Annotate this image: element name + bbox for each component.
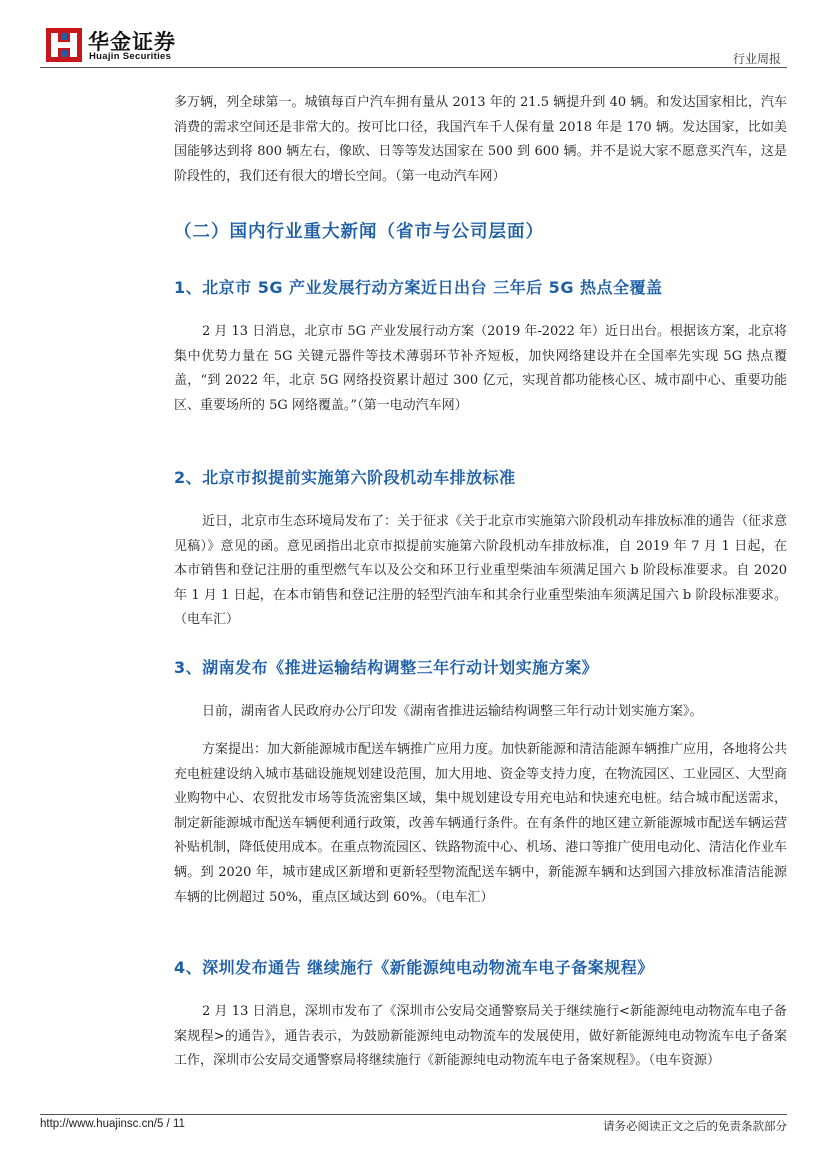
section-title: （二）国内行业重大新闻（省市与公司层面） <box>174 222 544 242</box>
news-body-3b: 方案提出：加大新能源城市配送车辆推广应用力度。加快新能源和清洁能源车辆推广应用，各地将公共充电桩建设纳入城市基础设施规划建设范围，加大用地、资金等支持力度，在物流园区、工业园区、大型商业购物中心、农贸批发市场等货流密集区域，集中规划建设专用充电站和快速充电桩。结合城市配送需求，制定新能源城市配送车辆便利通行政策，改善车辆通行条件。在有条件的地区建立新能源城市配送车辆运营补贴机制，降低使用成本。在重点物流园区、铁路物流中心、机场、港口等推广使用电动化、清洁化作业车辆。到 2020 年，城市建成区新增和更新轻型物流配送车辆中，新能源车辆和达到国六排放标准清洁能源车辆的比例超过 50%，重点区域达到 60%。（电车汇） <box>174 742 788 905</box>
news-title-1: 1、北京市 5G 产业发展行动方案近日出台 三年后 5G 热点全覆盖 <box>174 278 663 297</box>
footer-divider <box>40 1114 787 1115</box>
header-divider <box>40 67 787 68</box>
footer-url-page[interactable]: http://www.huajinsc.cn/5 / 11 <box>40 1118 185 1130</box>
report-type-label: 行业周报 <box>732 52 781 66</box>
news-body-1: 2 月 13 日消息，北京市 5G 产业发展行动方案（2019 年-2022 年）近日出台。根据该方案，北京将集中优势力量在 5G 关键元器件等技术薄弱环节补齐短板，加快网络建设并在全国率先实现 5G 热点覆盖，“到 2022 年，北京 5G 网络投资累计超过 300 亿元，实现首都功能核心区、城市副中心、重要功能区、重要场所的 5G 网络覆盖。”（第一电动汽车网） <box>174 324 787 413</box>
news-body-3: 日前，湖南省人民政府办公厅印发《湖南省推进运输结构调整三年行动计划实施方案》。 <box>202 704 703 719</box>
page-header <box>40 26 787 66</box>
footer-disclaimer: 请务必阅读正文之后的免责条款部分 <box>603 1119 787 1133</box>
logo-chinese-name: 华金证券 <box>88 30 176 54</box>
intro-paragraph: 多万辆，列全球第一。城镇每百户汽车拥有量从 2013 年的 21.5 辆提升到 40 辆。和发达国家相比，汽车消费的需求空间还是非常大的。按可比口径，我国汽车千人保有量 2018 年是 170 辆。发达国家，比如美国能够达到将 800 辆左右，像欧、日等等发达国家在 500 到 600 辆。并不是说大家不愿意买汽车，这是阶段性的，我们还有很大的增长空间。（第一电动汽车网） <box>174 95 787 184</box>
news-title-2: 2、北京市拟提前实施第六阶段机动车排放标准 <box>174 468 516 487</box>
logo-english-name: Huajin Securities <box>89 51 172 62</box>
news-body-4: 2 月 13 日消息，深圳市发布了《深圳市公安局交通警察局关于继续施行<新能源纯电动物流车电子备案规程>的通告》，通告表示，为鼓励新能源纯电动物流车的发展使用，做好新能源纯电动物流车电子备案工作，深圳市公安局交通警察局将继续施行《新能源纯电动物流车电子备案规程》。（电车资源） <box>174 1004 787 1069</box>
news-title-4: 4、深圳发布通告 继续施行《新能源纯电动物流车电子备案规程》 <box>174 958 654 977</box>
huajin-logo-icon <box>46 28 82 62</box>
news-body-2: 近日，北京市生态环境局发布了：关于征求《关于北京市实施第六阶段机动车排放标准的通告（征求意见稿）》意见的函。意见函指出北京市拟提前实施第六阶段机动车排放标准，自 2019 年 7 月 1 日起，在本市销售和登记注册的重型燃气车以及公交和环卫行业重型柴油车须满足国六 b 阶段标准要求。自 2020 年 1 月 1 日起，在本市销售和登记注册的轻型汽油车和其余行业重型柴油车须满足国六 b 阶段标准要求。（电车汇） <box>174 514 788 628</box>
news-title-3: 3、湖南发布《推进运输结构调整三年行动计划实施方案》 <box>174 658 599 677</box>
